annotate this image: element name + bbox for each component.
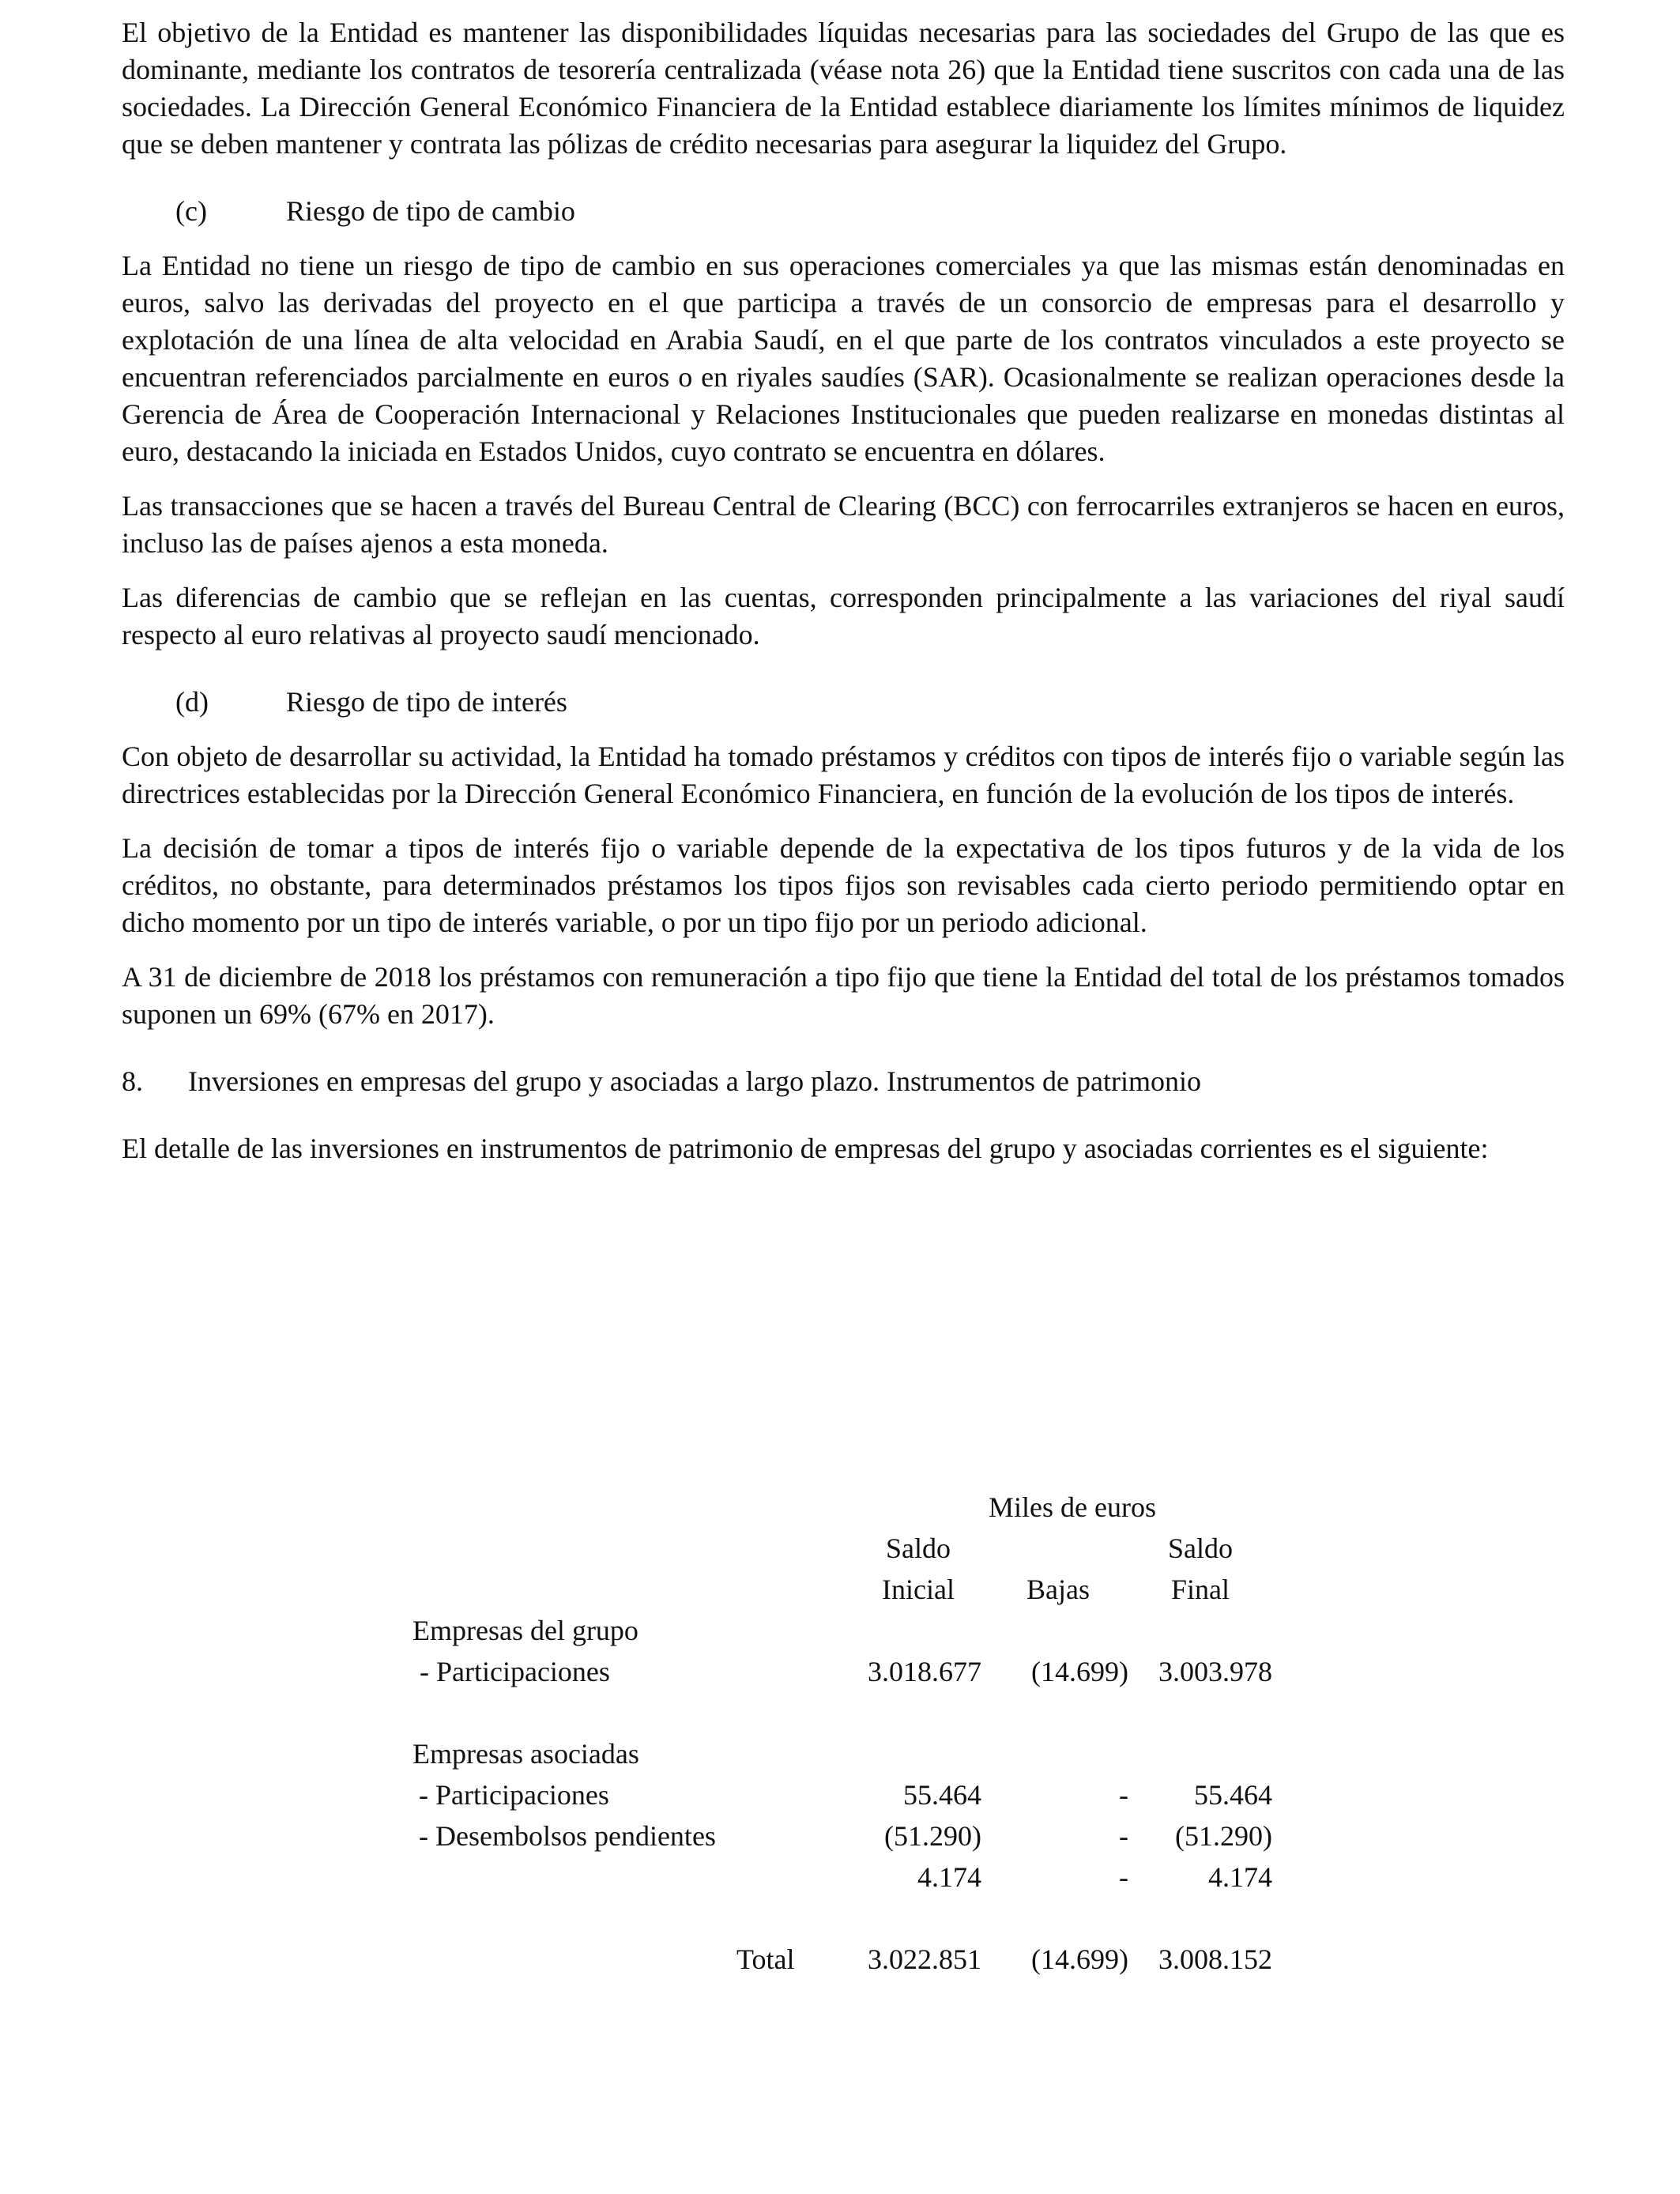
table-row — [412, 1733, 1282, 1774]
paragraph-interest-loans: Con objeto de desarrollar su actividad, la Entidad ha tomado préstamos y créditos con tipos de interés fijo o variable según las directrices establecidas por la Dirección General Económico Financiera, en función de la evolución de los tipos de interés. — [122, 741, 1565, 809]
associates-participations-initial: 55.464 — [903, 1779, 981, 1811]
paragraph-investments-detail: El detalle de las inversiones en instrumentos de patrimonio de empresas del grupo y asociadas corrientes es el siguiente: — [122, 1133, 1489, 1164]
heading-interest-risk-number: (d) — [175, 686, 209, 718]
table-row — [412, 1815, 1282, 1857]
group-participations-bajas: (14.699) — [1031, 1656, 1128, 1687]
column-header-final-bottom: Final — [1170, 1574, 1230, 1605]
associates-subtotal-initial: 4.174 — [917, 1861, 981, 1893]
heading-exchange-risk-title: Riesgo de tipo de cambio — [286, 195, 575, 227]
associates-participations-final: 55.464 — [1194, 1779, 1272, 1811]
section-8-title: Inversiones en empresas del grupo y asociadas a largo plazo. Instrumentos de patrimonio — [188, 1065, 1201, 1097]
table-row — [412, 1610, 1282, 1651]
group-participations-initial: 3.018.677 — [868, 1656, 981, 1687]
paragraph-liquidity: El objetivo de la Entidad es mantener las disponibilidades líquidas necesarias para las sociedades del Grupo de las que es dominante, mediante los contratos de tesorería centralizada (véase nota 26) que la Entidad tiene suscritos con cada una de las sociedades. La Dirección General Económico Financiera de la Entidad establece diariamente los límites mínimos de liquidez que se deben mantener y contrata las pólizas de crédito necesarias para asegurar la liquidez del Grupo. — [122, 17, 1565, 160]
table-header-row-2 — [412, 1569, 1282, 1610]
section-8-heading — [122, 1063, 1565, 1100]
total-bajas: (14.699) — [1031, 1943, 1128, 1975]
table-unit-header: Miles de euros — [989, 1491, 1156, 1523]
group-participations-label: - Participaciones — [412, 1656, 610, 1687]
table-total-row — [412, 1939, 1282, 1980]
section-8-number: 8. — [122, 1065, 143, 1097]
associates-pending-label: - Desembolsos pendientes — [419, 1820, 716, 1852]
table-row — [412, 1774, 1282, 1815]
table-unit-row — [412, 1487, 1282, 1528]
total-final: 3.008.152 — [1158, 1943, 1272, 1975]
column-header-final-top: Saldo — [1167, 1532, 1233, 1564]
group-label: Empresas del grupo — [412, 1615, 638, 1646]
document-page — [122, 14, 1565, 1167]
associates-pending-initial: (51.290) — [884, 1820, 981, 1852]
heading-interest-risk — [122, 684, 1565, 721]
heading-exchange-risk — [122, 193, 1565, 230]
associates-pending-final: (51.290) — [1175, 1820, 1272, 1852]
table-spacer-row — [412, 1692, 1282, 1733]
heading-exchange-risk-number: (c) — [175, 195, 207, 227]
paragraph-exchange-differences: Las diferencias de cambio que se reflejan en las cuentas, corresponden principalmente a las variaciones del riyal saudí respecto al euro relativas al proyecto saudí mencionado. — [122, 582, 1565, 650]
table-row — [412, 1651, 1282, 1692]
table-header-row-1 — [412, 1528, 1282, 1569]
associates-pending-bajas: - — [1119, 1820, 1128, 1852]
associates-subtotal-final: 4.174 — [1208, 1861, 1272, 1893]
column-header-initial-bottom: Inicial — [882, 1574, 955, 1605]
paragraph-interest-decision: La decisión de tomar a tipos de interés fijo o variable depende de la expectativa de los tipos futuros y de la vida de los créditos, no obstante, para determinados préstamos los tipos fijos son revisables cada cierto periodo permitiendo optar en dicho momento por un tipo de interés variable, o por un tipo fijo por un periodo adicional. — [122, 832, 1565, 938]
investments-table — [412, 1487, 1282, 1980]
associates-participations-bajas: - — [1119, 1779, 1128, 1811]
heading-interest-risk-title: Riesgo de tipo de interés — [286, 686, 567, 718]
paragraph-bcc-transactions: Las transacciones que se hacen a través del Bureau Central de Clearing (BCC) con ferrocarriles extranjeros se hacen en euros, incluso las de países ajenos a esta moneda. — [122, 490, 1565, 559]
associates-label: Empresas asociadas — [412, 1738, 639, 1770]
table-row — [412, 1857, 1282, 1898]
paragraph-fixed-rate-share: A 31 de diciembre de 2018 los préstamos con remuneración a tipo fijo que tiene la Entidad del total de los préstamos tomados suponen un 69% (67% en 2017). — [122, 961, 1565, 1030]
column-header-initial-top: Saldo — [885, 1532, 951, 1564]
associates-subtotal-bajas: - — [1119, 1861, 1128, 1893]
total-label: Total — [736, 1943, 795, 1975]
column-header-bajas: Bajas — [1026, 1574, 1090, 1605]
table-spacer-row — [412, 1898, 1282, 1939]
paragraph-exchange-risk: La Entidad no tiene un riesgo de tipo de cambio en sus operaciones comerciales ya que las mismas están denominadas en euros, salvo las derivadas del proyecto en el que participa a través de un consorcio de empresas para el desarrollo y explotación de una línea de alta velocidad en Arabia Saudí, en el que parte de los contratos vinculados a este proyecto se encuentran referenciados parcialmente en euros o en riyales saudíes (SAR). Ocasionalmente se realizan operaciones desde la Gerencia de Área de Cooperación Internacional y Relaciones Institucionales que pueden realizarse en monedas distintas al euro, destacando la iniciada en Estados Unidos, cuyo contrato se encuentra en dólares. — [122, 250, 1565, 467]
group-participations-final: 3.003.978 — [1158, 1656, 1272, 1687]
associates-participations-label: - Participaciones — [419, 1779, 609, 1811]
total-initial: 3.022.851 — [868, 1943, 981, 1975]
